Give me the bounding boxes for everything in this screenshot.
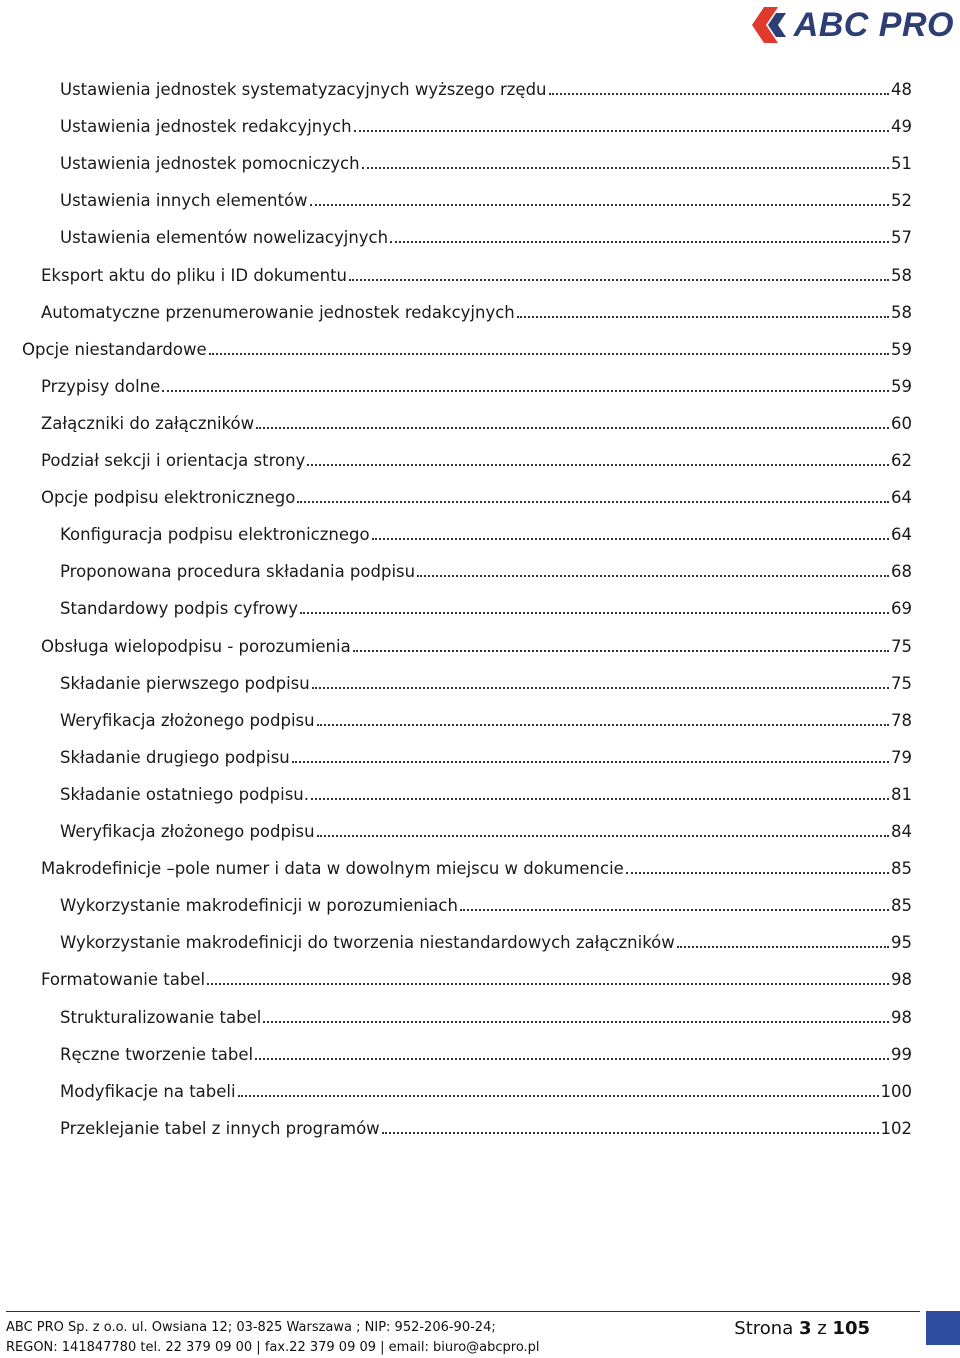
toc-entry[interactable]	[60, 738, 912, 768]
toc-entry-title: Opcje podpisu elektronicznego	[41, 488, 296, 508]
toc-entry-title: Ustawienia innych elementów	[60, 191, 308, 211]
toc-dot-leader	[362, 167, 889, 169]
toc-dot-leader	[207, 983, 889, 985]
toc-dot-leader	[162, 390, 889, 392]
toc-entry-page: 85	[891, 859, 912, 879]
toc-entry-page: 48	[891, 80, 912, 99]
toc-entry-title: Składanie ostatniego podpisu.	[60, 784, 309, 804]
footer-divider	[6, 1311, 920, 1312]
toc-entry-title: Opcje niestandardowe	[22, 339, 207, 359]
toc-entry-title: Składanie pierwszego podpisu	[60, 673, 310, 693]
toc-entry-page: 57	[891, 228, 912, 248]
page-total: 105	[832, 1318, 870, 1339]
toc-entry[interactable]	[41, 478, 912, 508]
toc-entry[interactable]	[22, 330, 912, 360]
toc-entry-page: 58	[891, 265, 912, 285]
toc-entry[interactable]	[60, 1072, 912, 1102]
toc-entry-title: Ustawienia jednostek systematyzacyjnych wyższego rzędu	[60, 80, 547, 99]
toc-entry[interactable]	[60, 144, 912, 174]
toc-entry-page: 49	[891, 117, 912, 137]
toc-dot-leader	[311, 798, 889, 800]
toc-entry-title: Weryfikacja złożonego podpisu	[60, 710, 315, 730]
footer-accent-square	[926, 1311, 960, 1345]
toc-dot-leader	[677, 946, 889, 948]
toc-dot-leader	[349, 279, 889, 281]
toc-entry-page: 98	[891, 970, 912, 990]
toc-entry[interactable]	[60, 886, 912, 916]
toc-entry-title: Przeklejanie tabel z innych programów	[60, 1118, 380, 1138]
toc-dot-leader	[460, 909, 889, 911]
toc-dot-leader	[310, 204, 889, 206]
toc-entry-page: 102	[880, 1118, 912, 1138]
toc-dot-leader	[256, 427, 889, 429]
toc-dot-leader	[382, 1132, 879, 1134]
page-word: Strona	[734, 1318, 794, 1339]
toc-dot-leader	[372, 538, 889, 540]
toc-entry[interactable]	[60, 181, 912, 211]
toc-entry-title: Ustawienia elementów nowelizacyjnych	[60, 228, 389, 248]
toc-dot-leader	[390, 241, 889, 243]
toc-dot-leader	[317, 835, 889, 837]
toc-entry-title: Makrodefinicje –pole numer i data w dowolnym miejscu w dokumencie	[41, 859, 624, 879]
toc-dot-leader	[300, 612, 889, 614]
toc-entry[interactable]	[60, 701, 912, 731]
toc-dot-leader	[517, 316, 889, 318]
toc-entry-page: 85	[891, 896, 912, 916]
toc-entry[interactable]	[60, 775, 912, 805]
toc-entry[interactable]	[60, 515, 912, 545]
toc-dot-leader	[238, 1095, 879, 1097]
toc-entry-page: 58	[891, 302, 912, 322]
toc-entry-page: 60	[891, 413, 912, 433]
toc-dot-leader	[417, 575, 889, 577]
toc-entry-title: Ustawienia jednostek pomocniczych	[60, 154, 360, 174]
toc-entry-title: Konfiguracja podpisu elektronicznego	[60, 525, 370, 545]
toc-entry-page: 69	[891, 599, 912, 619]
toc-dot-leader	[297, 501, 889, 503]
toc-entry-page: 78	[891, 710, 912, 730]
toc-entry[interactable]	[60, 70, 912, 100]
toc-entry[interactable]	[60, 998, 912, 1028]
toc-entry[interactable]	[41, 367, 912, 397]
toc-entry[interactable]	[41, 404, 912, 434]
toc-entry[interactable]	[60, 923, 912, 953]
toc-dot-leader	[354, 130, 889, 132]
abc-pro-logo-icon	[746, 5, 790, 45]
toc-dot-leader	[353, 650, 889, 652]
toc-entry[interactable]	[41, 960, 912, 990]
toc-entry-title: Ręczne tworzenie tabel	[60, 1044, 254, 1064]
toc-entry[interactable]	[41, 441, 912, 471]
toc-entry-page: 64	[891, 488, 912, 508]
toc-entry-title: Podział sekcji i orientacja strony	[41, 451, 306, 470]
toc-entry-page: 75	[891, 673, 912, 693]
toc-dot-leader	[317, 724, 889, 726]
toc-entry-page: 64	[891, 525, 912, 545]
toc-entry[interactable]	[60, 218, 912, 248]
toc-entry-page: 98	[891, 1007, 912, 1027]
toc-entry-title: Wykorzystanie makrodefinicji w porozumieniach	[60, 896, 458, 916]
toc-entry-title: Obsługa wielopodpisu - porozumienia	[41, 636, 351, 656]
toc-entry-title: Ustawienia jednostek redakcyjnych	[60, 117, 352, 137]
toc-entry-title: Przypisy dolne	[41, 376, 161, 396]
toc-dot-leader	[263, 1021, 889, 1023]
page-current: 3	[798, 1318, 812, 1339]
toc-entry-page: 59	[891, 339, 912, 359]
toc-dot-leader	[255, 1058, 889, 1060]
toc-entry-page: 79	[891, 747, 912, 767]
toc-dot-leader	[292, 761, 889, 763]
toc-dot-leader	[626, 872, 889, 874]
toc-entry-page: 95	[891, 933, 912, 953]
page-of: z	[817, 1318, 827, 1339]
page-number	[734, 1318, 870, 1339]
company-logo	[746, 4, 954, 46]
toc-dot-leader	[549, 93, 889, 95]
toc-entry-page: 75	[891, 636, 912, 656]
toc-entry[interactable]	[60, 664, 912, 694]
toc-entry-title: Standardowy podpis cyfrowy	[60, 599, 299, 619]
toc-entry[interactable]	[60, 1035, 912, 1065]
toc-entry-page: 52	[891, 191, 912, 211]
toc-entry-title: Strukturalizowanie tabel	[60, 1007, 262, 1027]
toc-entry-title: Proponowana procedura składania podpisu	[60, 562, 416, 582]
toc-entry[interactable]	[41, 293, 912, 323]
toc-entry-page: 68	[891, 562, 912, 582]
toc-entry[interactable]	[41, 256, 912, 286]
toc-entry-title: Automatyczne przenumerowanie jednostek redakcyjnych	[41, 302, 515, 322]
toc-entry-page: 59	[891, 376, 912, 396]
toc-entry-title: Eksport aktu do pliku i ID dokumentu	[41, 265, 348, 285]
toc-entry-title: Formatowanie tabel	[41, 970, 206, 990]
toc-entry-title: Modyfikacje na tabeli	[60, 1081, 236, 1101]
toc-entry-page: 62	[891, 451, 912, 470]
toc-entry[interactable]	[60, 1109, 912, 1139]
toc-entry[interactable]	[41, 849, 912, 879]
toc-entry-page: 99	[891, 1044, 912, 1064]
toc-entry[interactable]	[60, 107, 912, 137]
toc-dot-leader	[307, 464, 889, 466]
footer-address-line: ABC PRO Sp. z o.o. ul. Owsiana 12; 03-825 Warszawa ; NIP: 952-206-90-24;	[6, 1320, 496, 1335]
toc-entry-title: Składanie drugiego podpisu	[60, 747, 290, 767]
toc-entry-page: 84	[891, 822, 912, 841]
footer-company-info	[6, 1318, 540, 1358]
toc-entry[interactable]	[41, 627, 912, 657]
toc-entry-title: Załączniki do załączników	[41, 413, 255, 433]
toc-entry[interactable]	[60, 552, 912, 582]
toc-entry-page: 51	[891, 154, 912, 174]
logo-text: ABC PRO	[793, 5, 954, 44]
footer-contact-line: REGON: 141847780 tel. 22 379 09 00 | fax.22 379 09 09 | email: biuro@abcpro.pl	[6, 1340, 540, 1355]
toc-entry-page: 100	[880, 1081, 912, 1101]
toc-entry-title: Wykorzystanie makrodefinicji do tworzenia niestandardowych załączników	[60, 933, 675, 953]
toc-dot-leader	[209, 353, 889, 355]
toc-entry-title: Weryfikacja złożonego podpisu	[60, 822, 315, 841]
toc-entry-page: 81	[891, 784, 912, 804]
toc-entry[interactable]	[60, 589, 912, 619]
toc-dot-leader	[312, 687, 889, 689]
toc-entry[interactable]	[60, 812, 912, 842]
